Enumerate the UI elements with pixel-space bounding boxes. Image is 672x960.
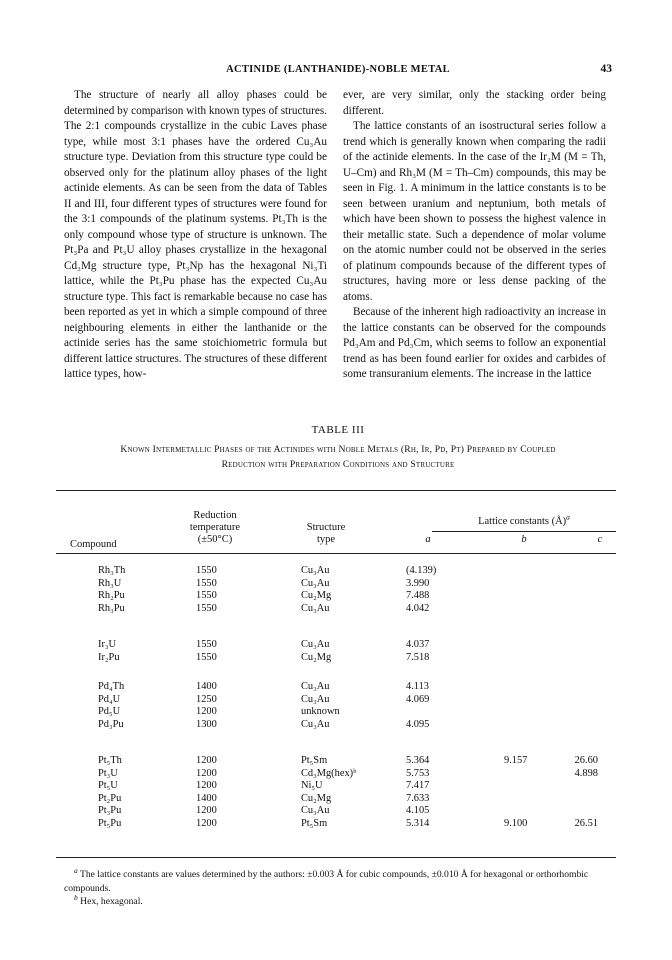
- paragraph: The lattice constants of an isostructural series follow a trend which is generally known when comparing the radii of the actinide elements. In the case of the Ir₂M (M = Th, U–Cm) and Rh₃M (M = Th–Cm) compounds, this may be seen in Fig. 1. A minimum in the lattice constants is to be seen between uranium and neptunium, both metals of which have been shown to possess the highest valence in their metallic state. Such a dependence of molar volume on the atomic number could not be observed in the series of platinum compounds because of the different types of structures, having more or less dense packing of the atoms.: [343, 120, 606, 303]
- footnote-b-mark: b: [74, 892, 78, 902]
- cell-a: 7.518: [406, 651, 430, 663]
- cell-temperature: 1550: [196, 639, 217, 650]
- cell-temperature: 1200: [196, 780, 217, 792]
- cell-compound: Pt₃Pu: [98, 805, 122, 817]
- cell-temperature: 1550: [196, 590, 217, 602]
- cell-c: 4.898: [574, 767, 598, 779]
- cell-temperature: 1200: [196, 818, 217, 829]
- footnote-b-text: Hex, hexagonal.: [80, 896, 143, 907]
- footnote-a-ref: a: [566, 512, 570, 522]
- page-number: 43: [600, 63, 612, 75]
- header-structure: [286, 522, 366, 546]
- cell-temperature: 1300: [196, 718, 217, 730]
- table-caption: [64, 442, 612, 472]
- cell-compound: Ir₂Pu: [98, 651, 120, 663]
- header-temp-line: Reduction: [193, 510, 237, 521]
- running-title: ACTINIDE (LANTHANIDE)-NOBLE METAL: [226, 64, 450, 75]
- cell-a: 3.990: [406, 577, 430, 589]
- table-top-rule: [56, 490, 616, 491]
- cell-structure: Cu₂Mg: [301, 651, 332, 663]
- cell-structure: Cu₃Au: [301, 681, 330, 692]
- cell-compound: Pt₅U: [98, 780, 118, 792]
- cell-structure: Cd₃Mg(hex)ᵇ: [301, 767, 357, 779]
- cell-a: 7.633: [406, 792, 430, 804]
- cell-structure: Cu₃Au: [301, 602, 330, 614]
- cell-compound: Pt₅Th: [98, 755, 122, 766]
- header-compound: Compound: [70, 539, 117, 550]
- paragraph: Because of the inherent high radioactivity an increase in the lattice constants can be observed for the compounds Pd₃Am and Pd₃Cm, which seems to follow an exponential trend as has been found earlier for oxides and carbides of some transuranium elements. The increase in the lattice: [343, 306, 606, 380]
- cell-temperature: 1550: [196, 577, 217, 589]
- cell-a: 5.314: [406, 818, 430, 829]
- footnote-a-text: The lattice constants are values determined by the authors: ±0.003 Å for cubic compounds, ±0.010 Å for hexagonal or orthorhombic compounds.: [64, 869, 589, 894]
- running-head: [64, 64, 612, 78]
- cell-a: (4.139): [406, 565, 437, 576]
- header-temp: [170, 510, 260, 546]
- cell-temperature: 1200: [196, 767, 217, 779]
- cell-compound: Rh₃U: [98, 577, 122, 589]
- paragraph: ever, are very similar, only the stacking order being different.: [343, 89, 606, 117]
- cell-compound: Rh₃Th: [98, 565, 126, 576]
- cell-compound: Ir₃U: [98, 639, 117, 650]
- table-bottom-rule: [56, 857, 616, 858]
- cell-c: 26.51: [574, 818, 598, 829]
- cell-temperature: 1550: [196, 565, 217, 576]
- cell-a: 4.069: [406, 693, 430, 705]
- cell-temperature: 1550: [196, 602, 217, 614]
- header-structure-line: type: [316, 534, 336, 545]
- cell-compound: Pd₄Th: [98, 681, 125, 692]
- header-lattice: [432, 512, 616, 528]
- footnote-a: [64, 865, 616, 895]
- header-structure-line: Structure: [306, 522, 346, 533]
- cell-temperature: 1400: [196, 792, 217, 804]
- footnote-a-mark: a: [74, 865, 78, 875]
- cell-temperature: 1200: [196, 706, 217, 718]
- cell-structure: Cu₂Mg: [301, 590, 332, 602]
- header-lattice-text: Lattice constants (Å): [478, 516, 567, 527]
- cell-a: 5.364: [406, 755, 430, 766]
- cell-temperature: 1200: [196, 755, 217, 766]
- cell-temperature: 1250: [196, 693, 217, 705]
- table-caption-line: Known Intermetallic Phases of the Actinides with Noble Metals (Rh, Ir, Pd, Pt) Prepared by Coupled: [120, 444, 556, 455]
- header-col-b: b: [521, 534, 527, 545]
- body-column-right: [343, 88, 606, 383]
- table-header-rule: [56, 553, 616, 554]
- cell-structure: Ni₅U: [301, 780, 323, 792]
- header-col-a: a: [425, 534, 431, 545]
- cell-compound: Pt₃U: [98, 767, 118, 779]
- cell-temperature: 1200: [196, 805, 217, 817]
- lattice-header-rule: [432, 531, 616, 532]
- header-temp-line: (±50°C): [197, 534, 233, 545]
- table-footnotes: [64, 865, 616, 909]
- table-label: TABLE III: [311, 424, 365, 436]
- cell-a: 7.488: [406, 590, 430, 602]
- cell-compound: Pd₃Pu: [98, 718, 124, 730]
- cell-compound: Rh₃Pu: [98, 602, 125, 614]
- cell-compound: Rh₂Pu: [98, 590, 125, 602]
- cell-compound: Pd₄U: [98, 693, 121, 705]
- cell-structure: Cu₃Au: [301, 577, 330, 589]
- cell-temperature: 1400: [196, 681, 217, 692]
- cell-structure: Cu₃Au: [301, 565, 330, 576]
- cell-compound: Pt₅Pu: [98, 818, 122, 829]
- cell-structure: Cu₂Mg: [301, 792, 332, 804]
- cell-compound: Pt₂Pu: [98, 792, 122, 804]
- cell-structure: Cu₃Au: [301, 718, 330, 730]
- cell-structure: Pt₅Sm: [301, 818, 328, 829]
- cell-structure: Cu₃Au: [301, 805, 330, 817]
- footnote-b: [64, 892, 616, 909]
- cell-b: 9.100: [504, 818, 528, 829]
- cell-compound: Pd₅U: [98, 706, 121, 718]
- cell-a: 4.037: [406, 639, 430, 650]
- paragraph: The structure of nearly all alloy phases could be determined by comparison with known types of structures. The 2:1 compounds crystallize in the cubic Laves phase type, while most 3:1 phases have the ordered Cu₃Au structure type. Deviation from this structure type could be observed only for the platinum alloy phases of the light actinide elements. As can be seen from the data of Tables II and III, four different types of structures were found for the 3:1 compounds of the platinum systems. Pt₃Th is the only compound whose type of structure is unknown. The Pt₃Pa and Pt₃U alloy phases crystallize in the hexagonal Cd₃Mg structure type, Pt₃Np has the hexagonal Ni₃Ti lattice, while the Pt₃Pu phase has the expected Cu₃Au structure type. This fact is remarkable because no case has been reported as yet in which a simple compound of three neighbouring elements in either the lanthanide or the actinide series has the same stoichiometric formula but different lattice structures. The structures of these different lattice types, how-: [64, 89, 327, 380]
- table-caption-line: Reduction with Preparation Conditions and Structure: [221, 459, 455, 470]
- header-temp-line: temperature: [189, 522, 241, 533]
- header-col-c: c: [597, 534, 603, 545]
- cell-a: 4.042: [406, 602, 430, 614]
- cell-structure: Cu₃Au: [301, 639, 330, 650]
- cell-structure: unknown: [301, 706, 340, 718]
- cell-c: 26.60: [574, 755, 598, 766]
- cell-a: 4.113: [406, 681, 429, 692]
- cell-a: 7.417: [406, 780, 430, 792]
- cell-temperature: 1550: [196, 651, 217, 663]
- cell-a: 4.105: [406, 805, 430, 817]
- cell-b: 9.157: [504, 755, 528, 766]
- body-column-left: [64, 88, 327, 383]
- cell-structure: Cu₃Au: [301, 693, 330, 705]
- cell-a: 5.753: [406, 767, 430, 779]
- cell-a: 4.095: [406, 718, 430, 730]
- cell-structure: Pt₅Sm: [301, 755, 328, 766]
